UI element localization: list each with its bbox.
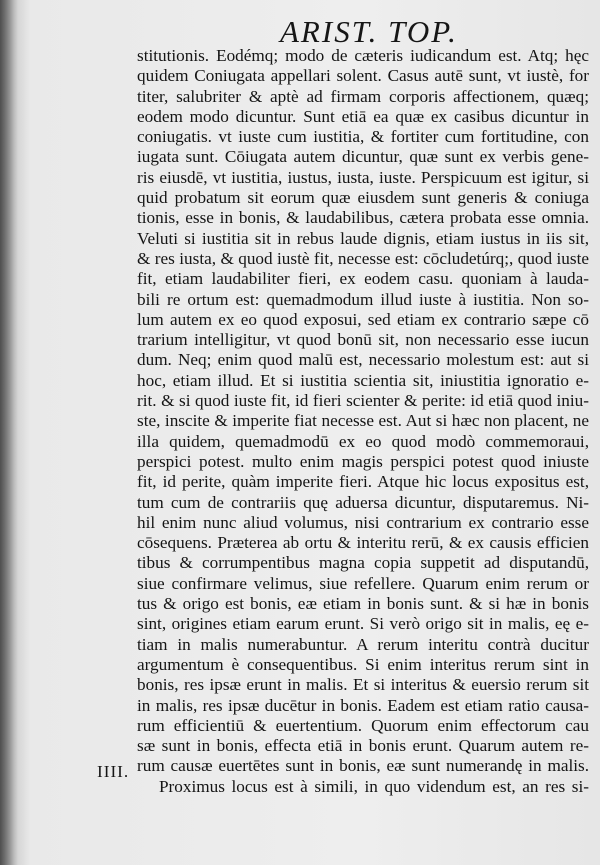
text-line: quid probatum sit eorum quæ eiusdem sunt generis & coniuga <box>137 188 589 208</box>
text-line: tionis, esse in bonis, & laudabilibus, cætera probata esse omnia. <box>137 208 589 228</box>
text-line: rit. & si quod iuste fit, id fieri scienter & perite: id etiā quod iniu- <box>137 391 589 411</box>
section-number: IIII. <box>97 762 130 781</box>
text-line: tiam in malis numerabuntur. A rerum interitu contrà ducitur <box>137 634 589 654</box>
text-line: bili re ortum est: quemadmodum illud iuste à iustitia. Non so- <box>137 289 589 309</box>
text-line: perspici potest. multo enim magis perspici potest quod iniuste <box>137 451 589 471</box>
text-line: cōsequens. Præterea ab ortu & interitu rerū, & ex causis efficien <box>137 533 589 553</box>
text-line: tum cum de contrariis quę aduersa dicuntur, disputaremus. Ni- <box>137 492 589 512</box>
text-line: iugata sunt. Cōiugata autem dicuntur, quæ sunt ex verbis gene- <box>137 147 589 167</box>
text-line: bonis, res ipsæ erunt in malis. Et si interitus & euersio rerum sit <box>137 675 589 695</box>
text-line: argumentum è consequentibus. Si enim interitus rerum sint in <box>137 654 589 674</box>
text-line: quidem Coniugata appellari solent. Casus autē sunt, vt iustè, for <box>137 66 589 86</box>
text-line: tibus & corrumpentibus magna copia suppetit ad disputandū, <box>137 553 589 573</box>
text-line: eodem modo dicuntur. Sunt etiā ea quæ ex casibus dicuntur in <box>137 106 589 126</box>
text-line: hil enim nunc aliud volumus, nisi contrarium ex contrario esse <box>137 512 589 532</box>
body-text <box>137 46 589 797</box>
text-line: Veluti si iustitia sit in rebus laude dignis, etiam iustus in iis sit, <box>137 228 589 248</box>
text-line: fit, etiam laudabiliter fieri, ex eodem casu. quoniam à lauda- <box>137 269 589 289</box>
text-line: dum. Neq; enim quod malū est, necessario molestum est: aut si <box>137 350 589 370</box>
text-line: tus & origo est bonis, eæ etiam in bonis sunt. & si hæ in bonis <box>137 594 589 614</box>
text-line: coniugatis. vt iuste cum iustitia, & fortiter cum fortitudine, con <box>137 127 589 147</box>
text-line: hoc, etiam illud. Et si iustitia scientia sit, iniustitia ignoratio e- <box>137 370 589 390</box>
text-line: siue confirmare velimus, siue refellere. Quarum enim rerum or <box>137 573 589 593</box>
text-line: fit, id perite, quàm imperite fieri. Atque hic locus expositus est, <box>137 472 589 492</box>
text-line: titer, salubriter & aptè ad firmam corporis affectionem, quæq; <box>137 86 589 106</box>
text-line: Proximus locus est à simili, in quo videndum est, an res si- <box>159 776 589 796</box>
text-line: illa quidem, quemadmodū ex eo quod modò commemoraui, <box>137 431 589 451</box>
text-line: ris eiusdē, vt iustitia, iustus, iusta, iuste. Perspicuum est igitur, si <box>137 167 589 187</box>
text-line: lum autem ex eo quod exposui, sed etiam ex contrario sæpe cō <box>137 309 589 329</box>
running-head: ARIST. TOP. <box>280 14 458 49</box>
text-line: sint, origines etiam earum erunt. Si verò origo sit in malis, eę e- <box>137 614 589 634</box>
text-line: ste, inscite & imperite fiat necesse est. Aut si hæc non placent, ne <box>137 411 589 431</box>
text-line: & res iusta, & quod iustè fit, necesse est: cōcludetúrq;, quod iuste <box>137 248 589 268</box>
text-line: sæ sunt in bonis, effecta etiā in bonis erunt. Quarum autem re- <box>137 736 589 756</box>
text-line: rum causæ euertētes sunt in bonis, eæ sunt numerandę in malis. <box>137 756 589 776</box>
text-line: rum efficientiū & euertentium. Quorum enim effectorum cau <box>137 715 589 735</box>
text-line: stitutionis. Eodémq; modo de cæteris iudicandum est. Atq; hęc <box>137 46 589 65</box>
binding-gutter-shadow <box>0 0 18 865</box>
text-line: in malis, res ipsæ ducētur in bonis. Eadem est etiam ratio causa- <box>137 695 589 715</box>
text-line: trarium intelligitur, vt quod bonū sit, non necessario esse iucun <box>137 330 589 350</box>
